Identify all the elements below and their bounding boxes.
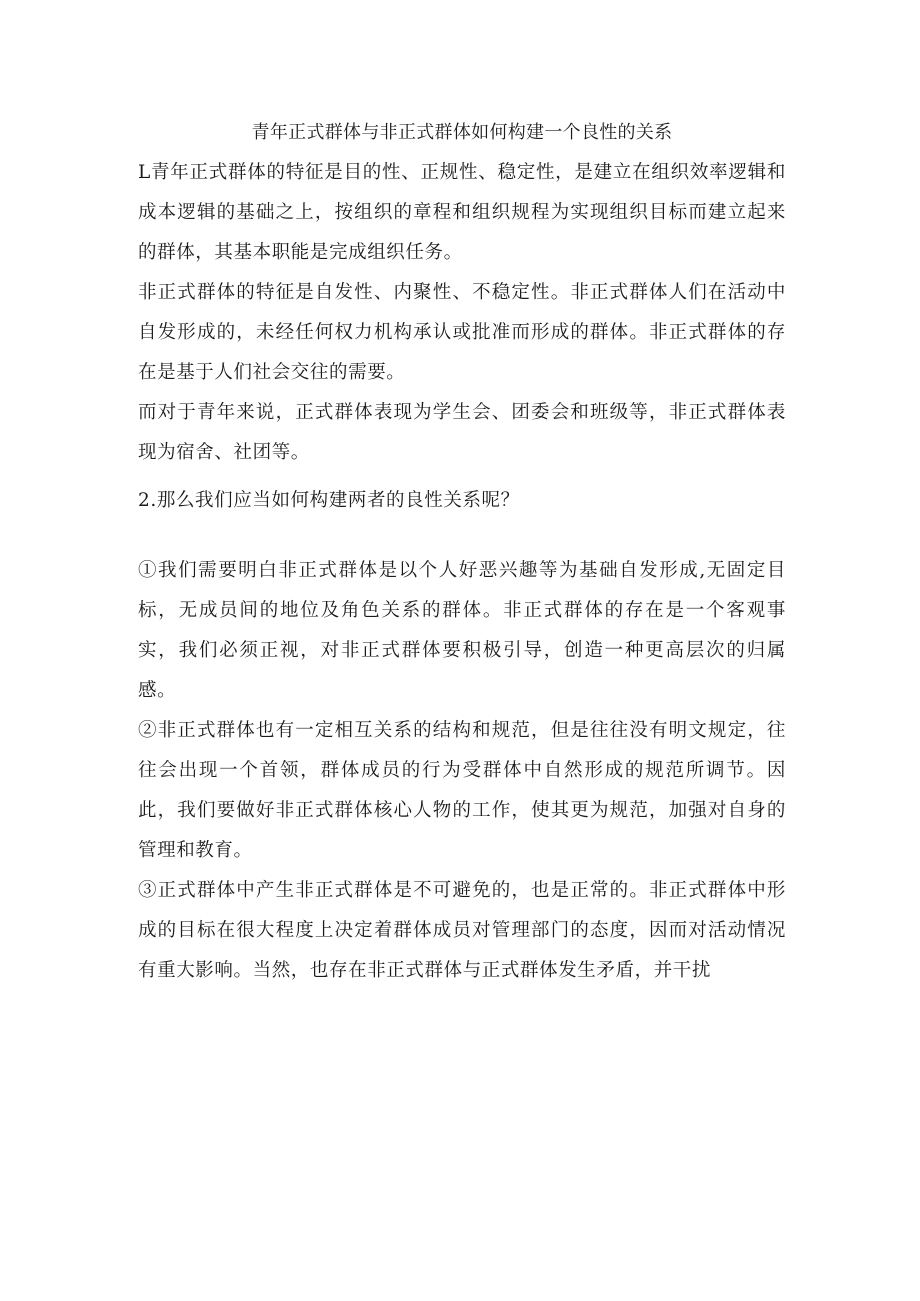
paragraph-question: 2.那么我们应当如何构建两者的良性关系呢？ [138,490,520,511]
paragraph-formal-group-traits: L青年正式群体的特征是目的性、正规性、稳定性，是建立在组织效率逻辑和成本逻辑的基础之上，按组织的章程和组织规程为实现组织目标而建立起来的群体，其基本职能是完成组织任务。 [138,162,786,263]
paragraph-point-2: ②非正式群体也有一定相互关系的结构和规范，但是往往没有明文规定，往往会出现一个首领，群体成员的行为受群体中自然形成的规范所调节。因此，我们要做好非正式群体核心人物的工作，使其更为规范，加强对自身的管理和教育。 [138,720,786,861]
paragraph-youth-examples: 而对于青年来说，正式群体表现为学生会、团委会和班级等，非正式群体表现为宿舍、社团等。 [138,402,786,463]
document-body [138,117,786,991]
paragraph-informal-group-traits: 非正式群体的特征是自发性、内聚性、不稳定性。非正式群体人们在活动中自发形成的，未经任何权力机构承认或批准而形成的群体。非正式群体的存在是基于人们社会交往的需要。 [138,282,786,383]
paragraph-point-1: ①我们需要明白非正式群体是以个人好恶兴趣等为基础自发形成,无固定目标，无成员间的地位及角色关系的群体。非正式群体的存在是一个客观事实，我们必须正视，对非正式群体要积极引导，创造一种更高层次的归属感。 [138,560,786,701]
document-title: 青年正式群体与非正式群体如何构建一个良性的关系 [251,122,673,143]
paragraph-point-3: ③正式群体中产生非正式群体是不可避免的，也是正常的。非正式群体中形成的目标在很大程度上决定着群体成员对管理部门的态度，因而对活动情况有重大影响。当然，也存在非正式群体与正式群体发生矛盾，并干扰 [138,880,786,981]
